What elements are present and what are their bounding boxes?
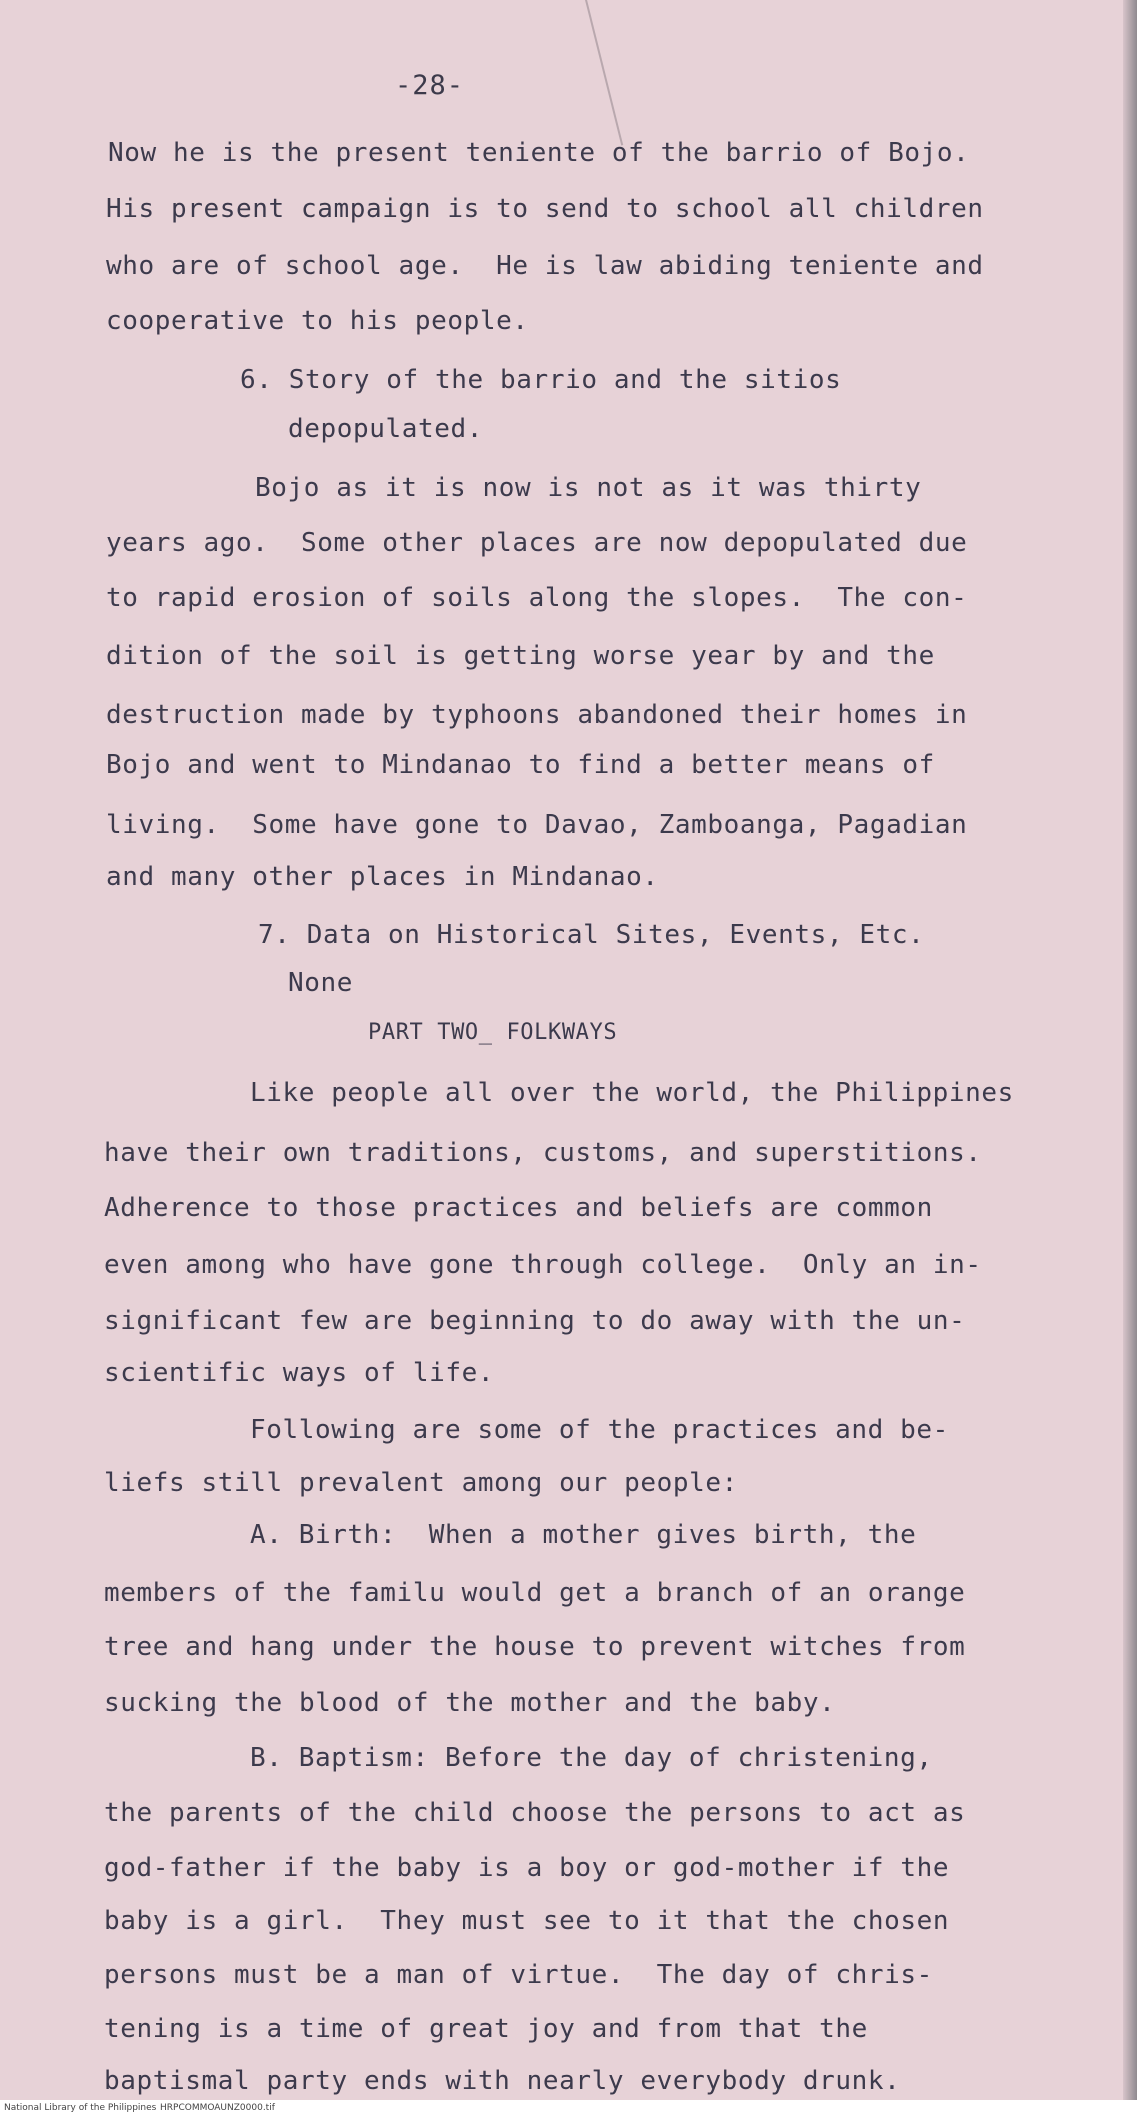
text-line: tening is a time of great joy and from that the [104, 2014, 868, 2044]
text-line: persons must be a man of virtue. The day of chris- [104, 1960, 933, 1990]
scan-footer [0, 2100, 1137, 2118]
text-line: Bojo as it is now is not as it was thirty [255, 473, 922, 503]
text-line: destruction made by typhoons abandoned their homes in [106, 700, 968, 730]
text-line: even among who have gone through college. Only an in- [104, 1250, 982, 1280]
text-line: who are of school age. He is law abiding teniente and [106, 251, 984, 281]
text-line: cooperative to his people. [106, 306, 529, 336]
text-line: dition of the soil is getting worse year by and the [106, 641, 935, 671]
page-number: -28- [395, 70, 465, 101]
text-line: the parents of the child choose the persons to act as [104, 1798, 966, 1828]
text-line: Like people all over the world, the Philippines [250, 1078, 1014, 1108]
footer-library-name: National Library of the Philippines [4, 2103, 157, 2113]
text-line: significant few are beginning to do away with the un- [104, 1306, 966, 1336]
text-line: Now he is the present teniente of the barrio of Bojo. [108, 138, 970, 168]
text-line: have their own traditions, customs, and superstitions. [104, 1138, 982, 1168]
text-line: Bojo and went to Mindanao to find a better means of [106, 750, 935, 780]
text-line: His present campaign is to send to school all children [106, 194, 984, 224]
text-line: baptismal party ends with nearly everybody drunk. [104, 2066, 901, 2096]
section-value: None [288, 968, 354, 998]
subsection-baptism: B. Baptism: Before the day of christening, [250, 1743, 933, 1773]
text-line: living. Some have gone to Davao, Zamboanga, Pagadian [106, 810, 968, 840]
text-line: liefs still prevalent among our people: [104, 1468, 738, 1498]
text-line: Adherence to those practices and beliefs are common [104, 1193, 933, 1223]
text-line: sucking the blood of the mother and the baby. [104, 1688, 836, 1718]
subsection-birth: A. Birth: When a mother gives birth, the [250, 1520, 917, 1550]
footer-file-name: HRPCOMMOAUNZ0000.tif [160, 2103, 275, 2113]
section-heading: 7. Data on Historical Sites, Events, Etc. [258, 920, 925, 950]
text-line: baby is a girl. They must see to it that the chosen [104, 1906, 950, 1936]
section-heading-cont: depopulated. [288, 414, 484, 444]
section-heading: 6. Story of the barrio and the sitios [240, 365, 842, 395]
text-line: Following are some of the practices and be- [250, 1415, 949, 1445]
text-line: members of the familu would get a branch of an orange [104, 1578, 966, 1608]
paper-crease [585, 0, 623, 146]
text-line: and many other places in Mindanao. [106, 862, 659, 892]
page-edge-shadow [1123, 0, 1137, 2118]
text-line: god-father if the baby is a boy or god-mother if the [104, 1853, 950, 1883]
text-line: tree and hang under the house to prevent witches from [104, 1632, 966, 1662]
part-heading: PART TWO_ FOLKWAYS [368, 1020, 618, 1045]
text-line: scientific ways of life. [104, 1358, 495, 1388]
text-line: to rapid erosion of soils along the slopes. The con- [106, 583, 968, 613]
text-line: years ago. Some other places are now depopulated due [106, 528, 968, 558]
